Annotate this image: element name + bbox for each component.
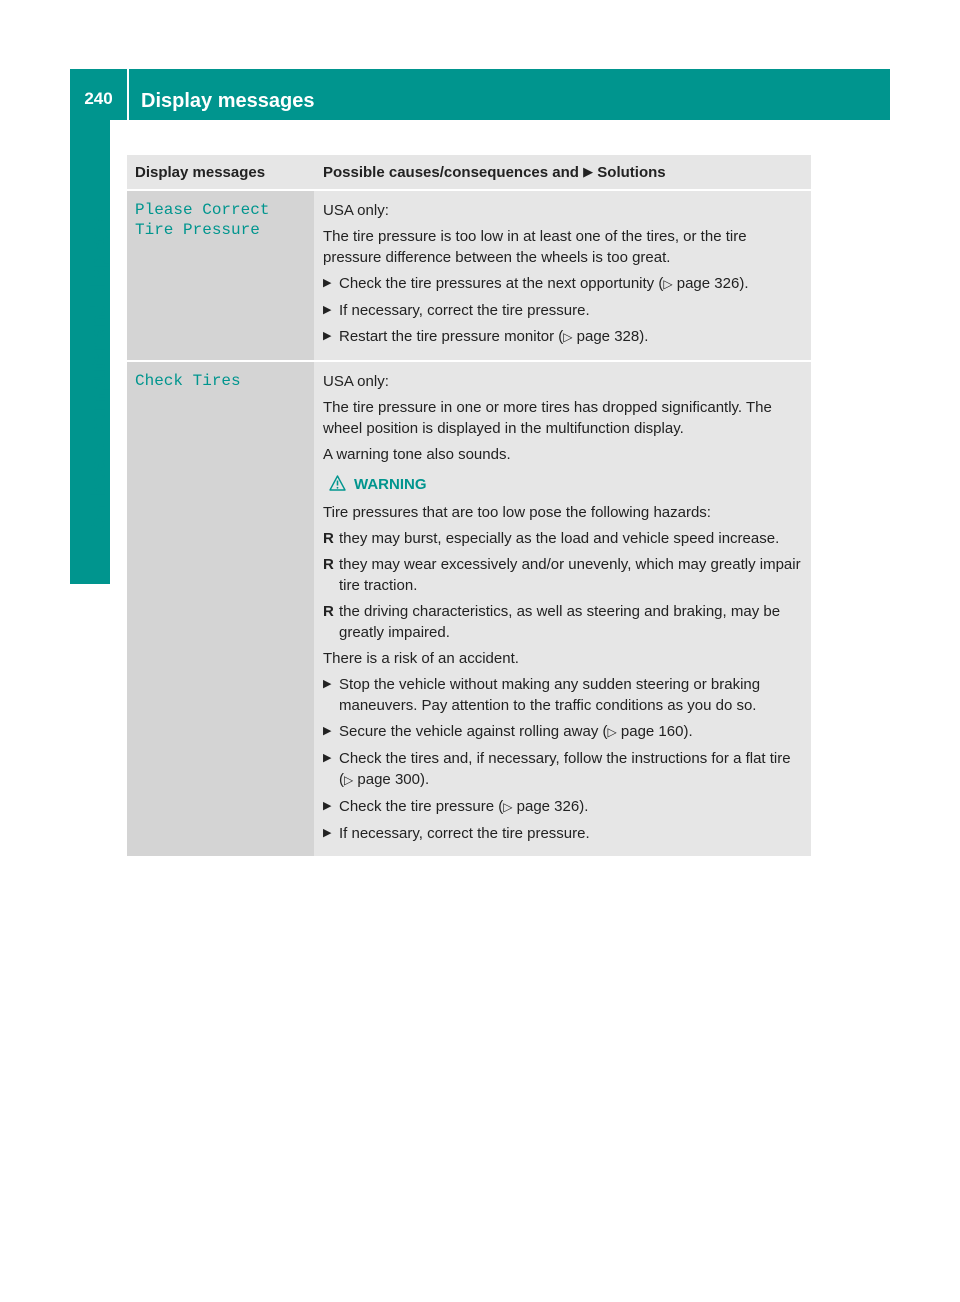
step-text: If necessary, correct the tire pressure.: [339, 825, 590, 842]
solutions-cell: [314, 190, 811, 361]
page-ref-arrow-icon: ▷: [563, 330, 573, 344]
step-arrow-icon: ▶: [323, 678, 332, 690]
solution-step: [323, 823, 805, 844]
table-row: [127, 361, 811, 856]
solution-step: ▶ Secure the vehicle against rolling away (▷ page 160).: [323, 723, 693, 740]
hazard-text: they may wear excessively and/or unevenly, which may greatly impair tire traction.: [339, 556, 801, 594]
hazard-list-item: [323, 528, 805, 549]
warning-heading: [323, 474, 805, 495]
solutions-cell: [314, 361, 811, 856]
side-tab-label: On-board computer and displays: [88, 216, 110, 530]
solution-step: [323, 674, 805, 716]
step-text: If necessary, correct the tire pressure.: [339, 302, 590, 319]
display-message-cell: [127, 190, 314, 361]
page-reference-link[interactable]: page 300: [357, 771, 420, 788]
section-title: Display messages: [141, 90, 315, 112]
bullet-marker: R: [323, 530, 334, 547]
step-text: Check the tires and, if necessary, follow the instructions for a flat tire (: [339, 750, 791, 788]
display-message-text: Check Tires: [135, 372, 241, 390]
column-header-suffix: Solutions: [597, 163, 666, 181]
solution-step: ▶ Check the tires and, if necessary, follow the instructions for a flat tire (▷ page 300).: [323, 750, 791, 788]
step-arrow-icon: ▶: [323, 277, 332, 289]
display-message-text: Please Correct Tire Pressure: [135, 201, 270, 239]
hazard-list-item: [323, 554, 805, 596]
page-ref-arrow-icon: ▷: [607, 725, 617, 739]
display-messages-table: [127, 155, 811, 856]
page-reference-link[interactable]: page 326: [516, 798, 580, 815]
hazard-text: they may burst, especially as the load and vehicle speed increase.: [339, 530, 780, 547]
accident-risk-note: There is a risk of an accident.: [323, 650, 519, 667]
page-number: 240: [84, 89, 113, 108]
page-reference-link[interactable]: page 160: [620, 723, 684, 740]
step-arrow-icon: ▶: [323, 827, 332, 839]
warning-tone-note: A warning tone also sounds.: [323, 446, 511, 463]
solution-step: ▶ Restart the tire pressure monitor (▷ page 328).: [323, 328, 649, 345]
page-ref-arrow-icon: ▷: [503, 800, 513, 814]
step-arrow-icon: ▶: [323, 725, 332, 737]
step-arrow-icon: ▶: [323, 800, 332, 812]
step-text: Check the tire pressure (: [339, 798, 504, 815]
header-divider: [127, 69, 129, 120]
bullet-marker: R: [323, 556, 334, 573]
column-header-prefix: Possible causes/consequences and: [323, 163, 579, 181]
step-text: Check the tire pressures at the next opportunity (: [339, 275, 664, 292]
step-arrow-icon: ▶: [323, 304, 332, 316]
table-header-row: [127, 155, 811, 190]
solution-step: ▶ Check the tire pressures at the next opportunity (▷ page 326).: [323, 275, 749, 292]
step-arrow-icon: ▶: [323, 752, 332, 764]
play-arrow-icon: ▶: [583, 163, 594, 179]
solution-step: [323, 300, 805, 321]
step-text: Secure the vehicle against rolling away (: [339, 723, 608, 740]
page-ref-arrow-icon: ▷: [663, 277, 673, 291]
step-arrow-icon: ▶: [323, 330, 332, 342]
region-note: USA only:: [323, 202, 389, 219]
solution-step: ▶ Check the tire pressure (▷ page 326).: [323, 798, 589, 815]
column-header-display-messages: Display messages: [127, 155, 314, 190]
warning-label: WARNING: [354, 476, 427, 493]
warning-text: Tire pressures that are too low pose the following hazards:: [323, 504, 711, 521]
display-message-cell: [127, 361, 314, 856]
bullet-marker: R: [323, 603, 334, 620]
hazard-text: the driving characteristics, as well as steering and braking, may be greatly impaired.: [339, 603, 781, 641]
cause-description: The tire pressure in one or more tires has dropped significantly. The wheel position is displayed in the multifunction display.: [323, 399, 772, 437]
step-text: Restart the tire pressure monitor (: [339, 328, 564, 345]
region-note: USA only:: [323, 373, 389, 390]
page-ref-arrow-icon: ▷: [344, 773, 354, 787]
cause-description: The tire pressure is too low in at least one of the tires, or the tire pressure difference between the wheels is too great.: [323, 228, 747, 266]
table-row: [127, 190, 811, 361]
warning-triangle-icon: [329, 475, 346, 491]
column-header-causes-solutions: [314, 155, 811, 190]
page-reference-link[interactable]: page 326: [676, 275, 740, 292]
page-reference-link[interactable]: page 328: [576, 328, 640, 345]
hazard-list-item: [323, 601, 805, 643]
step-text: Stop the vehicle without making any sudden steering or braking maneuvers. Pay attention to the traffic conditions as you do so.: [339, 676, 761, 714]
